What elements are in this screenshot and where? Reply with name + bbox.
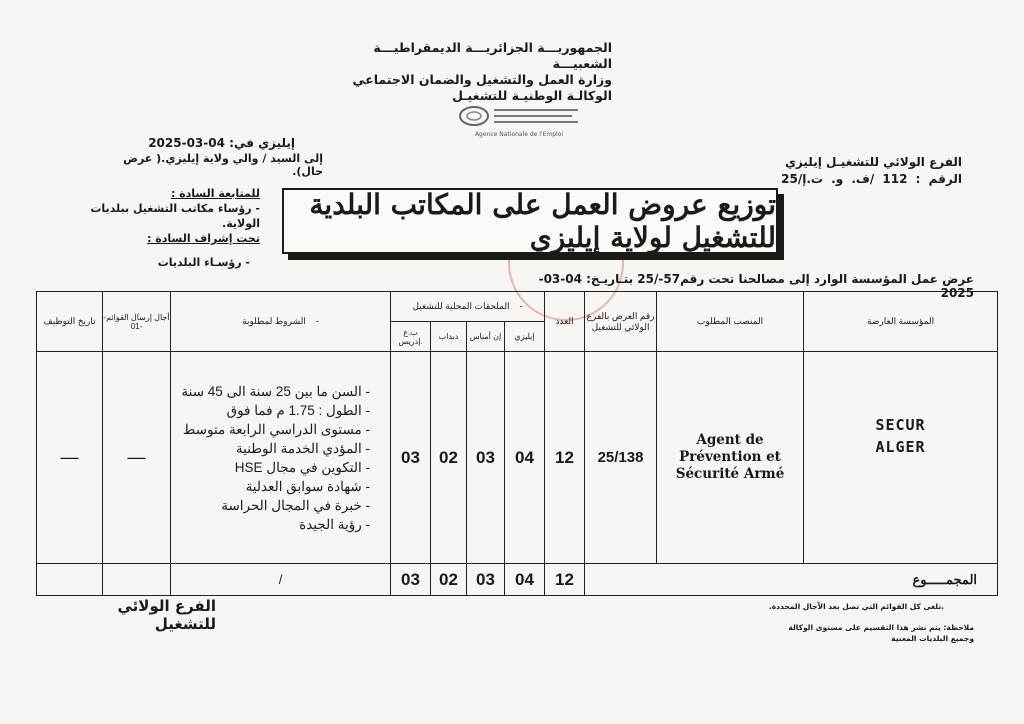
col-illizi: إيليزي [505, 322, 545, 352]
table-row [37, 352, 998, 564]
follow-up-item: - رؤساء مكاتب التشغيل ببلديات الولاية. [90, 202, 260, 230]
col-annexes [391, 292, 545, 322]
header-republic: الجمهوريـــة الجزائريـــة الديمقراطيـــة الشعبيـــة [373, 40, 612, 71]
cell-hiring-date: — [37, 352, 103, 564]
list-item: - خبرة في المجال الحراسة [175, 496, 370, 515]
company-name-line2: ALGER [875, 438, 926, 456]
col-conditions-dash: - [315, 316, 319, 326]
list-item: - التكوين في مجال HSE [175, 458, 370, 477]
list-item: - رؤية الجيدة [175, 515, 370, 534]
total-illizi: 04 [505, 564, 545, 596]
col-conditions [171, 292, 391, 352]
list-item: - السن ما بين 25 سنة الى 45 سنة [175, 382, 370, 401]
total-row [37, 564, 998, 596]
col-count: العدد [545, 292, 585, 352]
list-item: - مستوى الدراسي الرابعة متوسط [175, 420, 370, 439]
ministry-header [312, 40, 612, 104]
document-date: إيليزي في: 04-03-2025 [148, 136, 295, 150]
total-conditions: / [171, 564, 391, 596]
col-hiring-date: تاريخ التوظيف [37, 292, 103, 352]
footer-note-deadline: .تلغى كل القوائم التي تصل بعد الآجال المحددة. [768, 602, 944, 611]
cell-illizi: 04 [505, 352, 545, 564]
total-count: 12 [545, 564, 585, 596]
reference-number: الرقم : 112 /ف. و. ت.إ/25 [781, 172, 962, 186]
col-company: المؤسسة العارضة [804, 292, 998, 352]
col-bordj: ب.ع .إدريس [391, 322, 431, 352]
supervision-item: - رؤسـاء البلديات [157, 256, 250, 269]
follow-up-block [60, 186, 260, 246]
cell-debdeb: 02 [431, 352, 467, 564]
list-item: - المؤدي الخدمة الوطنية [175, 439, 370, 458]
offer-intro: عرض عمل المؤسسة الوارد إلى مصالحنا تحت رقم57-/25 بتـاريـخ: 04-03-2025 [538, 272, 974, 300]
cell-offer-number: 25/138 [585, 352, 657, 564]
col-deadline: أجال إرسال القوائم- 01- [103, 292, 171, 352]
document-title: توزيع عروض العمل على المكاتب البلدية للتشغيل لولاية إيليزي [282, 188, 778, 254]
col-debdeb: دبداب [431, 322, 467, 352]
agency-logo-icon [454, 100, 584, 132]
list-item: - شهادة سوابق العدلية [175, 477, 370, 496]
header-agency: الوكالـة الوطنيـة للتشغيـل [452, 88, 612, 103]
col-inamenas: إن أمناس [467, 322, 505, 352]
list-item: - الطول : 1.75 م فما فوق [175, 401, 370, 420]
footer-note-publish: ملاحظة: يتم نشر هذا التقسيم على مستوى الوكالة وجميع البلديات المعنية [788, 623, 974, 643]
conditions-list [171, 378, 390, 538]
total-inamenas: 03 [467, 564, 505, 596]
company-name-line1: SECUR [875, 416, 926, 434]
total-bordj: 03 [391, 564, 431, 596]
col-position: المنصب المطلوب [657, 292, 804, 352]
cell-deadline: — [103, 352, 171, 564]
logo-caption: Agence Nationale de l'Emploi [474, 131, 564, 138]
cell-position: Agent de Prévention et Sécurité Armé [657, 352, 804, 564]
cell-company [804, 352, 998, 564]
cell-conditions [171, 352, 391, 564]
cell-bordj: 03 [391, 352, 431, 564]
cell-count: 12 [545, 352, 585, 564]
offers-table [36, 291, 998, 596]
col-annexes-dash: - [519, 301, 523, 311]
follow-up-heading: للمتابعة السادة : [170, 187, 260, 200]
branch-name: الفرع الولائي للتشغيـل إيليزي [784, 155, 962, 169]
total-debdeb: 02 [431, 564, 467, 596]
header-ministry: وزارة العمل والتشغيل والضمان الاجتماعي [352, 72, 612, 87]
total-deadline [103, 564, 171, 596]
cell-inamenas: 03 [467, 352, 505, 564]
signature-block: الفرع الولائي للتشغيل [117, 597, 216, 633]
total-hiring-date [37, 564, 103, 596]
supervision-heading: تحت إشراف السادة : [147, 232, 260, 245]
total-label: المجمـــــوع [585, 564, 998, 596]
col-offer-number: رقم العرض بالفرع الولائي للتشغيل [585, 292, 657, 352]
col-annexes-label: الملحقات المحلية للتشغيل [412, 301, 510, 311]
recipient-line: إلى السيد / والي ولاية إيليزي.( عرض حال). [123, 152, 323, 178]
col-conditions-label: الشروط لمطلوبة [242, 316, 306, 326]
